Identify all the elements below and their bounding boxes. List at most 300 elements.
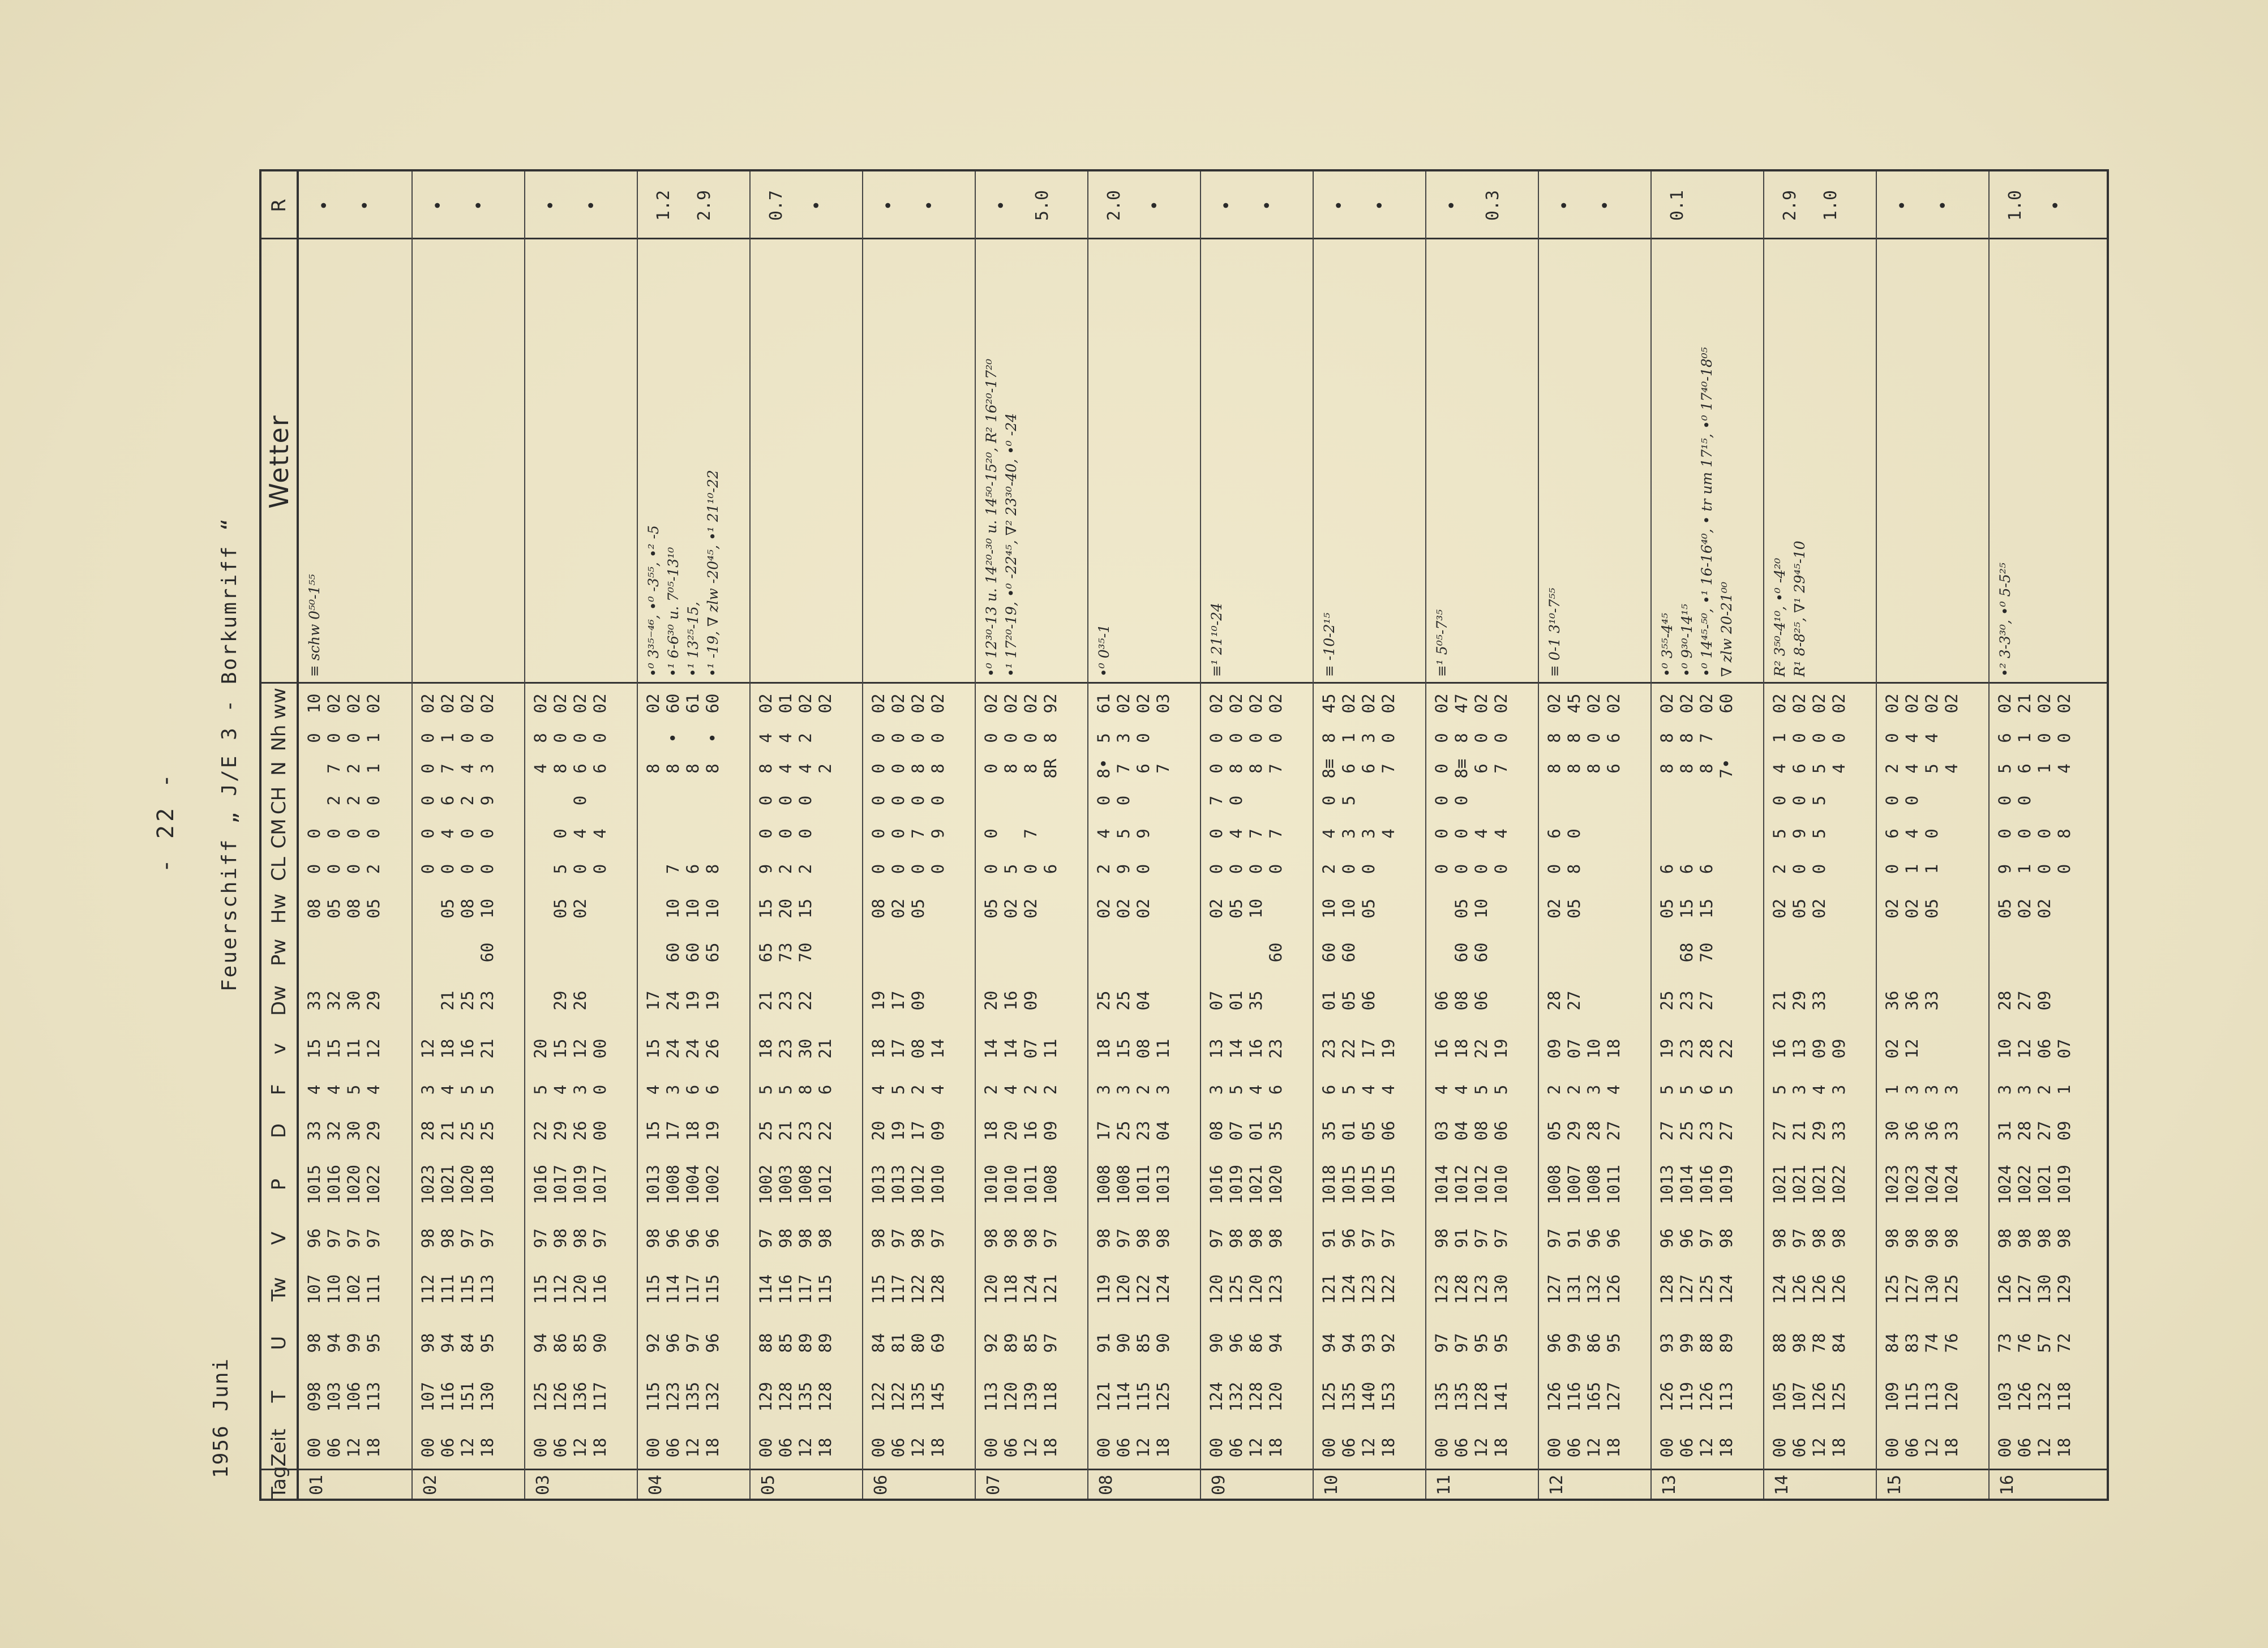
weather-note-line: R² 3⁵⁰-4¹⁰, •⁰ -4²⁰ (1772, 557, 1788, 677)
cell-dw: 07 01 35 (1207, 990, 1266, 1011)
cell-pw (981, 930, 1041, 975)
cell-tw: 125 127 130 125 (1883, 1274, 1961, 1304)
header-wetter: Wetter (264, 414, 294, 509)
cell-d: 20 19 17 09 (869, 1121, 947, 1141)
weather-note-line: •¹ -19, ∇ zlw -20⁴⁵, •¹ 21¹⁰-22 (705, 470, 721, 677)
cell-v: 98 97 98 98 (1094, 1228, 1173, 1248)
zeit-cells: 00 06 12 18 (305, 1437, 383, 1458)
cell-hw: 15 20 15 (756, 899, 815, 919)
cell-d: 08 07 01 35 (1207, 1121, 1285, 1141)
cell-cl: 0 0 0 0 (869, 864, 947, 874)
header-pw: Pw (268, 938, 290, 967)
cell-n: 8 4 4 2 (756, 763, 835, 774)
header-nh: Nh (268, 724, 290, 752)
weather-notes (1094, 244, 1114, 677)
header-p: P (268, 1178, 290, 1191)
cell-nh: 8 8 0 6 (1545, 733, 1623, 743)
cell-tw: 115 114 117 115 (644, 1274, 722, 1304)
cell-ch: 0 0 0 0 (869, 795, 947, 806)
header-zeit: Zeit (268, 1428, 290, 1467)
cell-v: 98 98 98 97 (981, 1228, 1060, 1248)
weather-note-line: •⁰ 12³⁰-13 u. 14²⁰-³⁰ u. 14⁵⁰-15²⁰, R² 16²⁰-17²⁰ (983, 358, 1000, 677)
precipitation-cells: • 0.3 (1442, 190, 1503, 221)
cell-pw: 60 (478, 942, 497, 963)
cell-p: 1023 1023 1024 1024 (1883, 1165, 1961, 1204)
cell-cm: 0 4 7 7 (1207, 829, 1285, 839)
cell-d: 17 25 23 04 (1094, 1121, 1173, 1141)
cell-nh: 5 3 0 (1094, 733, 1153, 743)
cell-cl: 9 1 0 0 (1995, 864, 2074, 874)
cell-v: 96 96 97 98 (1657, 1228, 1736, 1248)
table-row (411, 171, 525, 1499)
cell-cm: 0 0 4 4 (1432, 829, 1511, 839)
cell-tw: 114 116 117 115 (756, 1274, 835, 1304)
cell-pw (1770, 930, 1829, 975)
cell-n: 7 2 1 (324, 763, 383, 774)
day-number: 15 (1885, 1474, 1905, 1495)
day-number: 13 (1660, 1474, 1679, 1495)
cell-pw (1995, 930, 2055, 975)
cell-hw: 10 10 10 (663, 899, 722, 919)
cell-ch: 0 (571, 795, 590, 806)
precipitation-cells: 0.7 • (766, 190, 827, 221)
cell-u: 90 96 86 94 (1207, 1333, 1285, 1353)
weather-notes (981, 244, 1021, 677)
cell-ch: 0 0 5 (1770, 795, 1829, 806)
cell-cm (1657, 817, 1717, 851)
cell-hw: 05 15 15 (1657, 899, 1716, 919)
cell-cl: 0 0 0 0 (1207, 864, 1285, 874)
header-v: V (268, 1231, 290, 1245)
cell-dw: 33 32 30 29 (305, 990, 383, 1011)
cell-cm: 4 5 9 (1094, 829, 1153, 839)
cell-t: 125 126 136 117 (531, 1381, 610, 1412)
weather-notes (305, 244, 324, 677)
cell-ww: 02 02 02 02 (531, 693, 610, 714)
cell-hw: 02 05 10 (1207, 899, 1266, 919)
cell-f: 5 3 4 3 (1770, 1084, 1849, 1095)
cell-f: 4 3 6 6 (644, 1084, 722, 1095)
zeit-cells: 00 06 12 18 (1545, 1437, 1623, 1458)
precipitation-cells: • • (315, 200, 375, 211)
cell-nh: • • (663, 733, 722, 743)
cell-u: 88 85 89 89 (756, 1333, 835, 1353)
cell-tw: 120 125 120 123 (1207, 1274, 1285, 1304)
cell-cl: 2 0 0 (1319, 864, 1378, 874)
cell-f: 3 3 2 1 (1995, 1084, 2074, 1095)
cell-cm: 0 4 0 0 (418, 829, 497, 839)
cell-hw: 10 10 05 (1319, 899, 1378, 919)
year-month: 1956 Juni (209, 1357, 233, 1478)
cell-n: 0 0 8 8 (869, 763, 947, 774)
cell-d: 30 36 36 33 (1883, 1121, 1961, 1141)
cell-cl: 0 0 0 0 (1432, 864, 1511, 874)
cell-u: 73 76 57 72 (1995, 1333, 2074, 1353)
cell-p: 1016 1019 1021 1020 (1207, 1165, 1285, 1204)
weather-notes (1770, 244, 1810, 677)
weather-notes (1319, 244, 1339, 677)
zeit-cells: 00 06 12 18 (531, 1437, 610, 1458)
cell-dw: 28 27 09 (1995, 990, 2054, 1011)
zeit-cells: 00 06 12 18 (981, 1437, 1060, 1458)
zeit-cells: 00 06 12 18 (1207, 1437, 1285, 1458)
cell-f: 3 5 4 6 (1207, 1084, 1285, 1095)
table-row (975, 171, 1088, 1499)
cell-pw: 65 73 70 (756, 942, 815, 963)
cell-n: 8 8 8 6 (1545, 763, 1623, 774)
cell-t: 103 126 132 118 (1995, 1381, 2074, 1412)
cell-cm: 0 0 0 (756, 829, 815, 839)
cell-d: 27 21 29 33 (1770, 1121, 1849, 1141)
cell-p: 1013 1013 1012 1010 (869, 1165, 947, 1204)
precipitation-cells: 2.0 • (1104, 190, 1165, 221)
cell-dw: 29 26 (551, 990, 590, 1011)
cell-v: 98 96 96 96 (644, 1228, 722, 1248)
cell-pw: 60 (1266, 942, 1285, 963)
weather-notes (1995, 244, 2015, 677)
weather-notes (1545, 244, 1564, 677)
weather-notes (644, 244, 723, 677)
cell-cl: 9 2 2 (756, 864, 815, 874)
day-number: 12 (1547, 1474, 1567, 1495)
cell-cm: 6 0 (1545, 829, 1584, 839)
cell-nh: 6 1 0 0 (1995, 733, 2074, 743)
cell-v: 97 98 98 97 (531, 1228, 610, 1248)
weather-note-line: ≡ schw 0⁵⁰-1⁵⁵ (306, 574, 323, 677)
cell-ch: 0 0 (1995, 795, 2034, 806)
header-ch: CH (268, 786, 290, 815)
cell-ch: 0 5 (1319, 795, 1358, 806)
cell-p: 1008 1008 1011 1013 (1094, 1165, 1173, 1204)
cell-ch: 2 2 0 (324, 795, 383, 806)
cell-u: 91 90 85 90 (1094, 1333, 1173, 1353)
precipitation-cells: • • (1330, 200, 1390, 211)
cell-u: 96 99 86 95 (1545, 1333, 1623, 1353)
cell-v: 98 98 98 98 (1883, 1228, 1961, 1248)
cell-tw: 123 128 123 130 (1432, 1274, 1511, 1304)
zeit-cells: 00 06 12 18 (644, 1437, 722, 1458)
cell-d: 31 28 27 09 (1995, 1121, 2074, 1141)
zeit-cells: 00 06 12 18 (1094, 1437, 1173, 1458)
precipitation-cells: • • (428, 200, 489, 211)
cell-cm: 5 9 5 (1770, 829, 1829, 839)
cell-ww: 61 02 02 03 (1094, 693, 1173, 714)
cell-d: 28 21 25 25 (418, 1121, 497, 1141)
table-row (1650, 171, 1764, 1499)
cell-dw: 06 08 06 (1432, 990, 1491, 1011)
cell-dw: 17 24 19 19 (644, 990, 722, 1011)
cell-f: 4 5 2 4 (869, 1084, 947, 1095)
cell-cm: 4 3 3 4 (1319, 829, 1398, 839)
weather-note-line: •⁰ 3⁵⁵-4⁴⁵ (1659, 612, 1675, 677)
cell-ch: 0 0 (1094, 795, 1133, 806)
table-header (261, 171, 299, 1499)
cell-dw: 25 25 04 (1094, 990, 1153, 1011)
cell-hw: 02 02 05 (1883, 899, 1941, 919)
cell-f: 2 4 2 2 (981, 1084, 1060, 1095)
cell-p: 1008 1007 1008 1011 (1545, 1165, 1623, 1204)
day-number: 03 (533, 1474, 553, 1495)
table-row (299, 171, 411, 1499)
cell-f: 6 5 4 4 (1319, 1084, 1398, 1095)
cell-n: 0 8 8 7 (1207, 763, 1285, 774)
cell-ch (644, 784, 703, 817)
cell-dw: 21 25 23 (438, 990, 497, 1011)
cell-cm: 0 0 0 0 (305, 829, 383, 839)
cell-tw: 124 126 126 126 (1770, 1274, 1849, 1304)
cell-nh: 4 4 2 (756, 733, 815, 743)
cell-t: 105 107 126 125 (1770, 1381, 1849, 1412)
cell-cm: 0 0 7 9 (869, 829, 947, 839)
header-n: N (268, 761, 290, 776)
cell-nh: 0 8 0 0 (1432, 733, 1511, 743)
header-tag: Tag (268, 1466, 290, 1499)
zeit-cells: 00 06 12 18 (1657, 1437, 1736, 1458)
cell-t: 109 115 113 120 (1883, 1381, 1961, 1412)
cell-dw: 20 16 09 (981, 990, 1040, 1011)
weather-note-line: •¹ 17²⁰-19, •⁰ -22⁴⁵, ∇² 23³⁰-40, •⁰ -24 (1003, 413, 1019, 677)
table-row (1988, 171, 2102, 1499)
cell-ww: 02 21 02 02 (1995, 693, 2074, 714)
header-ww: ww (268, 688, 290, 719)
cell-pw: 60 60 (1452, 942, 1491, 963)
weather-notes (1207, 244, 1227, 677)
cell-nh: 1 0 0 0 (1770, 733, 1849, 743)
zeit-cells: 00 06 12 18 (1883, 1437, 1961, 1458)
cell-d: 05 29 28 27 (1545, 1121, 1623, 1141)
cell-n: 0 8≡ 6 7 (1432, 758, 1511, 779)
cell-f: 4 4 5 4 (305, 1084, 383, 1095)
cell-p: 1023 1021 1020 1018 (418, 1165, 497, 1204)
cell-d: 15 17 18 19 (644, 1121, 722, 1141)
cell-n: 4 6 5 4 (1770, 763, 1849, 774)
table-row (1876, 171, 1990, 1499)
precipitation-cells: • • (1217, 200, 1277, 211)
day-number: 14 (1772, 1474, 1792, 1495)
cell-v: 98 91 97 97 (1432, 1228, 1511, 1248)
cell-hw: 05 02 (551, 899, 590, 919)
zeit-cells: 00 06 12 18 (869, 1437, 947, 1458)
cell-u: 94 94 93 92 (1319, 1333, 1398, 1353)
cell-d: 18 20 16 09 (981, 1121, 1060, 1141)
cell-v: 12 18 16 21 (418, 1038, 497, 1059)
cell-hw: 08 05 08 05 (305, 899, 383, 919)
precipitation-cells: 1.0 • (2005, 190, 2066, 221)
weather-notes (1657, 244, 1737, 677)
cell-f: 2 2 3 4 (1545, 1084, 1623, 1095)
precipitation-cells: • 5.0 (992, 190, 1052, 221)
cell-d: 03 04 08 06 (1432, 1121, 1511, 1141)
cell-tw: 107 110 102 111 (305, 1274, 383, 1304)
cell-hw: 02 05 02 (1770, 899, 1829, 919)
cell-v: 18 23 30 21 (756, 1038, 835, 1059)
cell-tw: 115 112 120 116 (531, 1274, 610, 1304)
cell-cm: 6 4 0 (1883, 829, 1941, 839)
cell-tw: 119 120 122 124 (1094, 1274, 1173, 1304)
cell-u: 93 99 88 89 (1657, 1333, 1736, 1353)
zeit-cells: 00 06 12 18 (1770, 1437, 1849, 1458)
table-row (1087, 171, 1201, 1499)
cell-p: 1002 1003 1008 1012 (756, 1165, 835, 1204)
cell-u: 84 83 74 76 (1883, 1333, 1961, 1353)
cell-cl: 2 0 0 (1770, 864, 1829, 874)
page-number: - 22 - (153, 770, 179, 873)
day-number: 05 (758, 1474, 778, 1495)
weather-note-line: •² 3-3³⁰, •⁰ 5-5²⁵ (1997, 563, 2013, 677)
cell-u: 97 97 95 95 (1432, 1333, 1511, 1353)
cell-dw: 21 23 22 (756, 990, 815, 1011)
cell-hw: 05 08 10 (438, 899, 497, 919)
cell-f: 4 4 5 5 (1432, 1084, 1511, 1095)
cell-dw: 21 29 33 (1770, 990, 1829, 1011)
cell-t: 107 116 151 130 (418, 1381, 497, 1412)
header-r: R (268, 199, 290, 212)
day-number: 07 (984, 1474, 1004, 1495)
cell-ch (981, 784, 1041, 817)
cell-pw (1883, 930, 1942, 975)
cell-dw: 01 05 06 (1319, 990, 1378, 1011)
cell-v: 96 97 97 97 (305, 1228, 383, 1248)
cell-cl: 2 9 0 (1094, 864, 1153, 874)
cell-ch: 0 0 (1883, 795, 1922, 806)
precipitation-cells: 0.1 (1667, 190, 1687, 221)
cell-pw (531, 930, 590, 975)
header-cl: CL (268, 857, 290, 881)
cell-cl: 0 8 (1545, 864, 1584, 874)
cell-t: 129 128 135 128 (756, 1381, 835, 1412)
header-d: D (268, 1123, 290, 1139)
cell-cl: 0 0 0 0 (418, 864, 497, 874)
cell-ww: 02 02 02 02 (418, 693, 497, 714)
cell-v: 16 18 22 19 (1432, 1038, 1511, 1059)
weather-note-line: ≡¹ 21¹⁰-24 (1208, 602, 1225, 677)
day-number: 10 (1322, 1474, 1341, 1495)
cell-pw: 68 70 (1677, 942, 1716, 963)
cell-v: 09 07 10 18 (1545, 1038, 1623, 1059)
cell-v: 02 12 (1883, 1038, 1922, 1059)
cell-pw (305, 930, 364, 975)
cell-v: 97 98 98 98 (1207, 1228, 1285, 1248)
cell-v: 98 97 98 98 (1770, 1228, 1849, 1248)
cell-n: 0 8 8 8R (981, 758, 1060, 779)
cell-pw: 60 60 (1319, 942, 1358, 963)
cell-v: 14 14 07 11 (981, 1038, 1060, 1059)
header-hw: Hw (268, 893, 290, 924)
weather-note-line: ≡ 0-1 3¹⁰-7⁵⁵ (1546, 587, 1563, 677)
weather-note-line: ∇ zlw 20-21⁰⁰ (1718, 581, 1735, 677)
cell-dw: 28 27 (1545, 990, 1584, 1011)
cell-pw (1545, 930, 1604, 975)
header-t: T (268, 1390, 290, 1403)
day-number: 02 (421, 1474, 440, 1495)
cell-hw: 02 02 02 (1094, 899, 1153, 919)
cell-u: 94 86 85 90 (531, 1333, 610, 1353)
cell-ww: 02 02 02 92 (981, 693, 1060, 714)
cell-ww: 02 02 02 02 (869, 693, 947, 714)
cell-nh: 0 0 0 8 (981, 733, 1060, 743)
cell-ww: 45 02 02 02 (1319, 693, 1398, 714)
cell-t: 121 114 115 125 (1094, 1381, 1173, 1412)
cell-p: 1013 1008 1004 1002 (644, 1165, 722, 1204)
cell-t: 098 103 106 113 (305, 1381, 383, 1412)
cell-v: 18 15 08 11 (1094, 1038, 1173, 1059)
cell-nh: 8 0 0 0 (531, 733, 610, 743)
cell-hw: 02 05 (1545, 899, 1584, 919)
cell-p: 1016 1017 1019 1017 (531, 1165, 610, 1204)
cell-u: 84 81 80 69 (869, 1333, 947, 1353)
cell-v: 97 91 96 96 (1545, 1228, 1623, 1248)
cell-ch (1657, 784, 1717, 817)
cell-u: 98 94 84 95 (418, 1333, 497, 1353)
cell-pw (869, 930, 928, 975)
cell-tw: 115 117 122 128 (869, 1274, 947, 1304)
precipitation-cells: 2.9 1.0 (1780, 190, 1841, 221)
cell-nh: 8 8 7 (1657, 733, 1716, 743)
weather-note-line: •⁰ 14⁴⁵-⁵⁰, •¹ 16-16⁴⁰, • tr um 17¹⁵, •⁰ 17⁴⁰-18⁰⁵ (1699, 347, 1715, 677)
header-cm: CM (268, 818, 290, 849)
cell-f: 5 4 3 0 (531, 1084, 610, 1095)
cell-cl: 7 6 8 (663, 864, 722, 874)
cell-v: 97 98 98 98 (756, 1228, 835, 1248)
cell-v: 91 96 97 97 (1319, 1228, 1398, 1248)
cell-dw: 25 23 27 (1657, 990, 1716, 1011)
cell-cl: 6 6 6 (1657, 864, 1716, 874)
weather-notes (1432, 244, 1452, 677)
cell-ww: 02 02 02 02 (1770, 693, 1849, 714)
cell-tw: 112 111 115 113 (418, 1274, 497, 1304)
header-tw: Tw (268, 1277, 290, 1302)
precipitation-cells: • • (1893, 200, 1953, 211)
day-number: 11 (1434, 1474, 1454, 1495)
cell-t: 122 122 135 145 (869, 1381, 947, 1412)
cell-hw: 05 02 02 (1995, 899, 2054, 919)
cell-f: 3 3 2 3 (1094, 1084, 1173, 1095)
header-f: F (268, 1084, 290, 1096)
cell-u: 92 96 97 96 (644, 1333, 722, 1353)
cell-v: 16 13 09 09 (1770, 1038, 1849, 1059)
weather-note-line: ≡ -10-2¹⁵ (1321, 612, 1337, 677)
cell-n: 8• 7 6 7 (1094, 758, 1173, 779)
cell-nh: 0 4 4 (1883, 733, 1941, 743)
weather-table (259, 169, 2109, 1501)
table-row (1200, 171, 1314, 1499)
cell-f: 5 5 8 6 (756, 1084, 835, 1095)
table-row (637, 171, 751, 1499)
cell-cm (644, 817, 703, 851)
cell-v: 15 24 24 26 (644, 1038, 722, 1059)
ship-title: Feuerschiff „ J/E 3 - Borkumriff “ (218, 517, 241, 992)
weather-note-line: •⁰ 3³⁵⁻⁴⁶, •⁰ -3⁵⁵, •² -5 (645, 525, 662, 677)
cell-d: 35 01 05 06 (1319, 1121, 1398, 1141)
cell-v: 98 97 98 97 (869, 1228, 947, 1248)
cell-n: 8≡ 6 6 7 (1319, 758, 1398, 779)
cell-t: 113 120 139 118 (981, 1381, 1060, 1412)
cell-cl: 5 0 0 (551, 864, 610, 874)
day-number: 16 (1997, 1474, 2017, 1495)
zeit-cells: 00 06 12 18 (1995, 1437, 2074, 1458)
cell-p: 1013 1014 1016 1019 (1657, 1165, 1736, 1204)
cell-v: 20 15 12 00 (531, 1038, 610, 1059)
table-row (1538, 171, 1652, 1499)
cell-n: 8 8 8 8 (644, 763, 722, 774)
cell-v: 15 15 11 12 (305, 1038, 383, 1059)
cell-f: 3 4 5 5 (418, 1084, 497, 1095)
cell-cl: 0 1 1 (1883, 864, 1941, 874)
cell-n: 4 8 6 6 (531, 763, 610, 774)
day-number: 01 (307, 1474, 327, 1495)
cell-ww: 02 47 02 02 (1432, 693, 1511, 714)
cell-d: 22 29 26 00 (531, 1121, 610, 1141)
